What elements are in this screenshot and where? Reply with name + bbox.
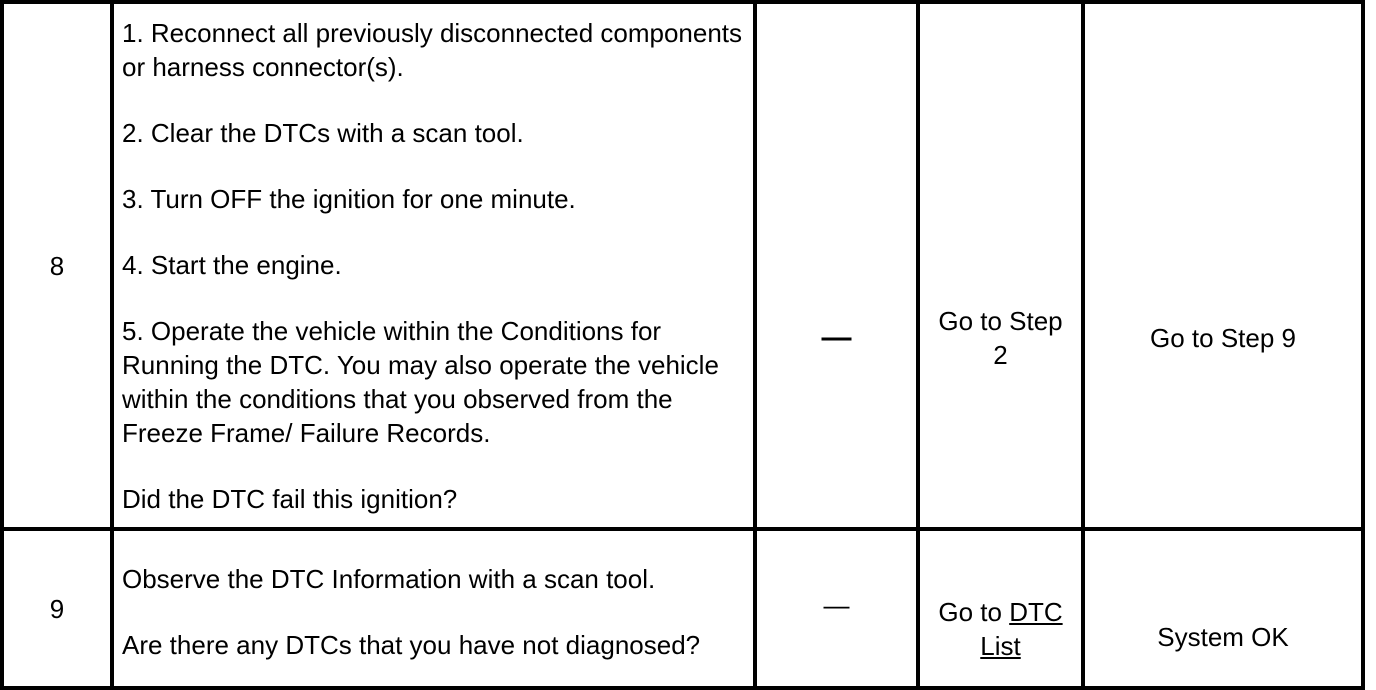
step-no: System OK: [1083, 529, 1363, 688]
step-value: [755, 2, 918, 529]
table-row-step-9: [2, 529, 1363, 688]
step-action: [112, 529, 755, 688]
action-question: Did the DTC fail this ignition?: [122, 483, 458, 514]
value-dash: —: [823, 590, 850, 620]
action-instruction: 2. Clear the DTCs with a scan tool.: [122, 117, 524, 148]
action-instruction: 4. Start the engine.: [122, 249, 342, 280]
value-dash: —: [821, 321, 852, 354]
action-instruction: 1. Reconnect all previously disconnected components or harness connector(s).: [122, 17, 743, 82]
step-value: [755, 529, 918, 688]
action-instruction: 3. Turn OFF the ignition for one minute.: [122, 183, 576, 214]
yes-prefix: Go to: [938, 596, 1010, 627]
dtc-list-link[interactable]: DTC List: [980, 596, 1063, 661]
step-number: 9: [2, 529, 112, 688]
action-question: Are there any DTCs that you have not diagnosed?: [122, 629, 701, 660]
step-no: Go to Step 9: [1083, 2, 1363, 529]
step-yes: [918, 529, 1083, 688]
step-number: 8: [2, 2, 112, 529]
step-action: [112, 2, 755, 529]
step-yes: Go to Step 2: [918, 2, 1083, 529]
table-row-step-8: [2, 2, 1363, 529]
action-instruction: 5. Operate the vehicle within the Conditions for Running the DTC. You may also operate the vehicle within the conditions that you observed from the Freeze Frame/ Failure Records.: [122, 315, 719, 448]
action-instruction: Observe the DTC Information with a scan tool.: [122, 563, 656, 594]
